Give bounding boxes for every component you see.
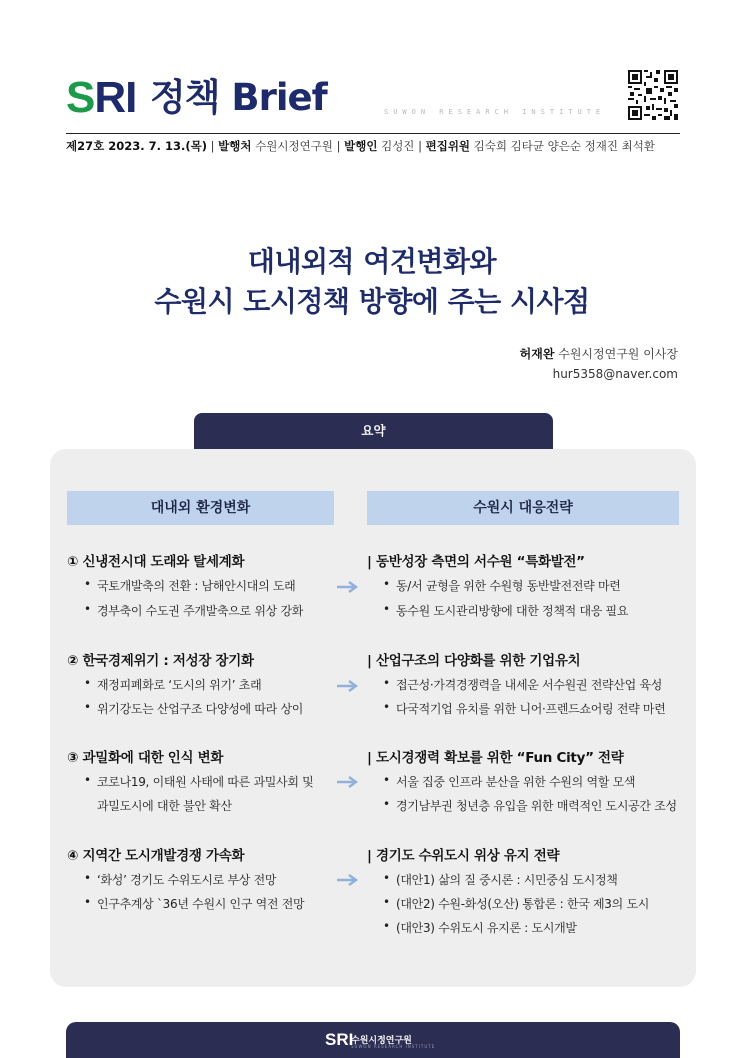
editors: 김숙희 김타균 양은순 정재진 최석환 bbox=[473, 139, 655, 153]
footer-subtitle: SUWON RESEARCH INSTITUTE bbox=[351, 1044, 436, 1049]
issuer: 김성진 bbox=[381, 139, 415, 153]
right-item-title: | 도시경쟁력 확보를 위한 “Fun City” 전략 bbox=[367, 750, 624, 766]
left-item-bullet: • 코로나19, 이태원 사태에 따른 과밀사회 및 bbox=[97, 773, 313, 790]
left-item-bullet-cont: 과밀도시에 대한 불안 확산 bbox=[97, 799, 232, 813]
left-item-bullet: • 경부축이 수도권 주개발축으로 위상 강화 bbox=[97, 602, 303, 619]
left-item-bullet: • 국토개발축의 전환 : 남해안시대의 도래 bbox=[97, 577, 295, 594]
footer-org-name: 수원시정연구원 bbox=[351, 1036, 412, 1046]
summary-tab: 요약 bbox=[194, 413, 553, 449]
right-item-bullet: • 동수원 도시관리방향에 대한 정책적 대응 필요 bbox=[396, 602, 628, 619]
author-email[interactable]: hur5358@naver.com bbox=[552, 367, 678, 381]
right-item-bullet: • 동/서 균형을 위한 수원형 동반발전전략 마련 bbox=[396, 577, 621, 594]
left-item-title: ④ 지역간 도시개발경쟁 가속화 bbox=[67, 848, 245, 864]
title-line-2: 수원시 도시정책 방향에 주는 시사점 bbox=[154, 285, 590, 318]
right-item-bullet: • 다국적기업 유치를 위한 니어·프렌드쇼어링 전략 마련 bbox=[396, 700, 666, 717]
qr-code-icon[interactable] bbox=[628, 70, 678, 120]
right-item-bullet: • (대안3) 수위도시 유지론 : 도시개발 bbox=[396, 919, 577, 936]
right-item-bullet: • (대안2) 수원-화성(오산) 통합론 : 한국 제3의 도시 bbox=[396, 895, 649, 912]
page-title bbox=[0, 242, 744, 322]
editors-label: 편집위원 bbox=[425, 139, 471, 153]
right-item-bullet: • 경기남부권 청년층 유입을 위한 매력적인 도시공간 조성 bbox=[396, 797, 677, 814]
right-item-title: | 산업구조의 다양화를 위한 기업유치 bbox=[367, 653, 581, 669]
right-item-bullet: • 서울 집중 인프라 분산을 위한 수원의 역할 모색 bbox=[396, 773, 635, 790]
issue-number-date: 제27호 2023. 7. 13.(목) bbox=[66, 139, 207, 153]
masthead bbox=[66, 70, 680, 132]
logo-s: S bbox=[66, 73, 95, 122]
sri-logo bbox=[66, 73, 137, 122]
issue-line: 제27호 2023. 7. 13.(목) | 발행처 수원시정연구원 | 발행인 김성진 | 편집위원 김숙희 김타균 양은순 정재진 최석환 bbox=[66, 133, 680, 154]
right-item-bullet: • 접근성·가격경쟁력을 내세운 서수원권 전략산업 육성 bbox=[396, 676, 662, 693]
left-column-header: 대내외 환경변화 bbox=[67, 491, 334, 525]
right-arrow-icon bbox=[336, 775, 360, 789]
right-column-header: 수원시 대응전략 bbox=[367, 491, 679, 525]
left-item-bullet: • 재정피폐화로 ‘도시의 위기’ 초래 bbox=[97, 676, 261, 693]
author-block bbox=[520, 344, 678, 384]
right-item-title: | 동반성장 측면의 서수원 “특화발전” bbox=[367, 554, 585, 570]
brief-title: 정책 Brief bbox=[150, 76, 327, 119]
right-item-bullet: • (대안1) 삶의 질 중시론 : 시민중심 도시정책 bbox=[396, 871, 618, 888]
author-name: 허재완 bbox=[519, 347, 555, 361]
right-item-title: | 경기도 수위도시 위상 유지 전략 bbox=[367, 848, 560, 864]
title-line-1: 대내외적 여건변화와 bbox=[247, 245, 497, 278]
institute-name: SUWON RESEARCH INSTITUTE bbox=[384, 108, 606, 116]
left-item-bullet: • 인구추계상 `36년 수원시 인구 역전 전망 bbox=[97, 895, 304, 912]
right-arrow-icon bbox=[336, 679, 360, 693]
left-item-title: ③ 과밀화에 대한 인식 변화 bbox=[67, 750, 224, 766]
author-position: 수원시정연구원 이사장 bbox=[558, 347, 678, 361]
footer-bar bbox=[66, 1022, 680, 1058]
left-item-bullet: • ‘화성’ 경기도 수위도시로 부상 전망 bbox=[97, 871, 276, 888]
publisher-label: 발행처 bbox=[218, 139, 252, 153]
left-item-title: ① 신냉전시대 도래와 탈세계화 bbox=[67, 554, 245, 570]
publisher: 수원시정연구원 bbox=[255, 139, 333, 153]
left-item-title: ② 한국경제위기 : 저성장 장기화 bbox=[67, 653, 254, 669]
logo-ri: RI bbox=[94, 73, 137, 122]
footer-logo: SRI bbox=[325, 1030, 354, 1049]
right-arrow-icon bbox=[336, 873, 360, 887]
right-arrow-icon bbox=[336, 580, 360, 594]
issuer-label: 발행인 bbox=[344, 139, 378, 153]
left-item-bullet: • 위기강도는 산업구조 다양성에 따라 상이 bbox=[97, 700, 303, 717]
